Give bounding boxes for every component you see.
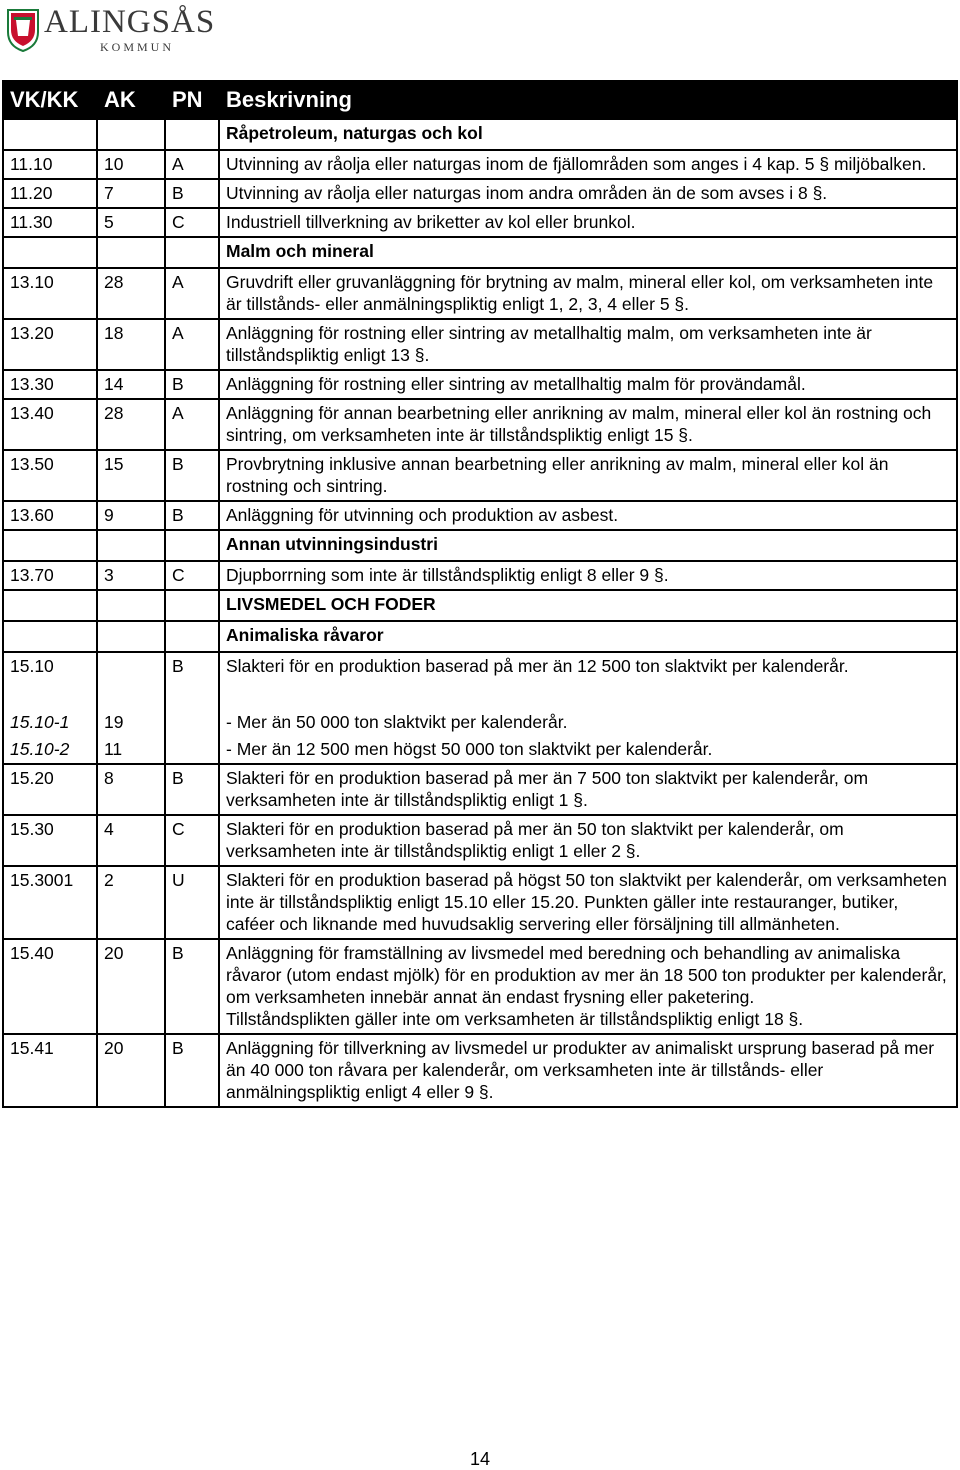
section-heading: Malm och mineral: [219, 237, 957, 268]
pn-value: B: [165, 179, 219, 208]
empty-cell: [3, 621, 97, 652]
description-text: Anläggning för rostning eller sintring av metallhaltig malm, om verksamheten inte är tillståndspliktig enligt 13 §.: [226, 323, 872, 365]
activity-code: 13.60: [3, 501, 97, 530]
empty-cell: [165, 237, 219, 268]
description-text: Anläggning för framställning av livsmedel med beredning och behandling av animaliska råvaror (utom endast mjölk) för en produktion av mer än 18 500 ton produkter per kalenderår, om verksamheten innebär annat än endast frysning eller paketering.: [226, 943, 947, 1007]
pn-value: A: [165, 150, 219, 179]
table-row: [3, 370, 957, 399]
activity-code: 15.40: [3, 939, 97, 1034]
description-text: Provbrytning inklusive annan bearbetning eller anrikning av malm, mineral eller kol än rostning och sintring.: [226, 454, 889, 496]
description-text: Industriell tillverkning av briketter av kol eller brunkol.: [226, 212, 636, 232]
pn-value: B: [165, 652, 219, 689]
section-heading: Annan utvinningsindustri: [219, 530, 957, 561]
description: [219, 179, 957, 208]
section-row: [3, 590, 957, 621]
ak-value: [97, 652, 165, 689]
empty-cell: [165, 530, 219, 561]
empty-cell: [97, 621, 165, 652]
empty-cell: [3, 237, 97, 268]
logo-subtitle: KOMMUN: [100, 40, 175, 54]
description: [219, 815, 957, 866]
ak-value: 20: [97, 1034, 165, 1107]
activity-code: 15.20: [3, 764, 97, 815]
table-row: [3, 939, 957, 1034]
activity-code: 15.30: [3, 815, 97, 866]
activity-code: 15.3001: [3, 866, 97, 939]
activity-code: 13.10: [3, 268, 97, 319]
table-row: [3, 1034, 957, 1107]
ak-value: 10: [97, 150, 165, 179]
ak-value: 18: [97, 319, 165, 370]
activity-code: 15.10-2: [3, 736, 97, 764]
table-row: [3, 399, 957, 450]
pn-value: B: [165, 764, 219, 815]
description: [219, 501, 957, 530]
description: [219, 736, 957, 764]
description: [219, 866, 957, 939]
description: [219, 939, 957, 1034]
section-heading: Råpetroleum, naturgas och kol: [219, 119, 957, 150]
pn-value: B: [165, 939, 219, 1034]
empty-cell: [165, 621, 219, 652]
table-row: [3, 179, 957, 208]
description-text: Slakteri för en produktion baserad på mer än 12 500 ton slaktvikt per kalenderår.: [226, 656, 849, 676]
ak-value: 3: [97, 561, 165, 590]
description-text: Gruvdrift eller gruvanläggning för brytning av malm, mineral eller kol, om verksamheten inte är tillstånds- eller anmälningspliktig enligt 1, 2, 3, 4 eller 5 §.: [226, 272, 934, 314]
description-text: Slakteri för en produktion baserad på mer än 50 ton slaktvikt per kalenderår, om verksamheten inte är tillståndspliktig enligt 1 eller 2 §.: [226, 819, 844, 861]
description-note: Tillståndsplikten gäller inte om verksamheten är tillståndspliktig enligt 18 §.: [226, 1009, 804, 1029]
description: [219, 450, 957, 501]
section-row: [3, 621, 957, 652]
coat-of-arms-icon: [6, 8, 40, 52]
empty-cell: [3, 590, 97, 621]
empty-cell: [165, 590, 219, 621]
description-text: Slakteri för en produktion baserad på mer än 7 500 ton slaktvikt per kalenderår, om verksamheten inte är tillståndspliktig enligt 1 §.: [226, 768, 869, 810]
activity-table: [2, 80, 958, 1108]
ak-value: 28: [97, 399, 165, 450]
ak-value: 5: [97, 208, 165, 237]
activity-code: 11.30: [3, 208, 97, 237]
pn-value: C: [165, 815, 219, 866]
pn-value: B: [165, 370, 219, 399]
empty-cell: [97, 530, 165, 561]
description-text: Slakteri för en produktion baserad på högst 50 ton slaktvikt per kalenderår, om verksamheten inte är tillståndspliktig enligt 15.10 eller 15.20. Punkten gäller inte restauranger, butiker, caféer och liknande med huvudsaklig servering eller försäljning till allmänheten.: [226, 870, 947, 934]
pn-value: A: [165, 268, 219, 319]
description: [219, 399, 957, 450]
table-header-row: [3, 81, 957, 119]
column-header-beskrivning: Beskrivning: [219, 81, 957, 119]
description-text: Anläggning för tillverkning av livsmedel ur produkter av animaliskt ursprung baserad på mer än 40 000 ton råvara per kalenderår, om verksamheten inte är tillstånds- eller anmälningspliktig enligt 4 eller 9 §.: [226, 1038, 935, 1102]
description-text: Utvinning av råolja eller naturgas inom andra områden än de som avses i 8 §.: [226, 183, 828, 203]
ak-value: 28: [97, 268, 165, 319]
logo-name: ALINGSÅS: [44, 4, 216, 40]
table-row: [3, 652, 957, 689]
description: [219, 150, 957, 179]
ak-value: 14: [97, 370, 165, 399]
empty-cell: [97, 237, 165, 268]
pn-value: B: [165, 450, 219, 501]
activity-code: 11.20: [3, 179, 97, 208]
activity-code: 13.20: [3, 319, 97, 370]
description: [219, 652, 957, 689]
description: [219, 764, 957, 815]
description: [219, 208, 957, 237]
ak-value: 20: [97, 939, 165, 1034]
empty-cell: [165, 119, 219, 150]
description: [219, 370, 957, 399]
pn-value: [165, 689, 219, 736]
empty-cell: [3, 530, 97, 561]
empty-cell: [97, 119, 165, 150]
description-text: - Mer än 12 500 men högst 50 000 ton slaktvikt per kalenderår.: [226, 739, 713, 759]
empty-cell: [97, 590, 165, 621]
ak-value: 15: [97, 450, 165, 501]
page-number: 14: [469, 1449, 491, 1469]
table-row: [3, 450, 957, 501]
table-row: [3, 815, 957, 866]
pn-value: B: [165, 1034, 219, 1107]
ak-value: 4: [97, 815, 165, 866]
pn-value: [165, 736, 219, 764]
table-row: [3, 561, 957, 590]
pn-value: U: [165, 866, 219, 939]
column-header-pn: PN: [165, 81, 219, 119]
ak-value: 8: [97, 764, 165, 815]
ak-value: 11: [97, 736, 165, 764]
description: [219, 268, 957, 319]
activity-code: 13.40: [3, 399, 97, 450]
section-row: [3, 530, 957, 561]
activity-code: 15.10-1: [3, 689, 97, 736]
description-text: Anläggning för rostning eller sintring av metallhaltig malm för provändamål.: [226, 374, 806, 394]
description-text: Anläggning för utvinning och produktion av asbest.: [226, 505, 619, 525]
ak-value: 9: [97, 501, 165, 530]
empty-cell: [3, 119, 97, 150]
column-header-ak: AK: [97, 81, 165, 119]
description: [219, 1034, 957, 1107]
table-row: [3, 501, 957, 530]
activity-code: 13.30: [3, 370, 97, 399]
pn-value: C: [165, 208, 219, 237]
ak-value: 19: [97, 689, 165, 736]
section-row: [3, 237, 957, 268]
table-row: [3, 150, 957, 179]
activity-code: 11.10: [3, 150, 97, 179]
description: [219, 319, 957, 370]
description-text: Anläggning för annan bearbetning eller anrikning av malm, mineral eller kol än rostning och sintring, om verksamheten inte är tillståndspliktig enligt 15 §.: [226, 403, 932, 445]
table-row: [3, 736, 957, 764]
table-row: [3, 268, 957, 319]
table-row: [3, 764, 957, 815]
section-row: [3, 119, 957, 150]
activity-code: 15.41: [3, 1034, 97, 1107]
table-body: [3, 119, 957, 1107]
pn-value: C: [165, 561, 219, 590]
description-text: Utvinning av råolja eller naturgas inom de fjällområden som anges i 4 kap. 5 § miljöbalken.: [226, 154, 927, 174]
alingsas-logo: [6, 6, 236, 54]
pn-value: B: [165, 501, 219, 530]
section-heading: Animaliska råvaror: [219, 621, 957, 652]
pn-value: A: [165, 399, 219, 450]
table-row: [3, 689, 957, 736]
ak-value: 7: [97, 179, 165, 208]
pn-value: A: [165, 319, 219, 370]
description-text: - Mer än 50 000 ton slaktvikt per kalenderår.: [226, 712, 568, 732]
activity-code: 15.10: [3, 652, 97, 689]
table-row: [3, 208, 957, 237]
section-heading: LIVSMEDEL OCH FODER: [219, 590, 957, 621]
table-row: [3, 866, 957, 939]
description-text: Djupborrning som inte är tillståndspliktig enligt 8 eller 9 §.: [226, 565, 669, 585]
activity-code: 13.70: [3, 561, 97, 590]
activity-code: 13.50: [3, 450, 97, 501]
ak-value: 2: [97, 866, 165, 939]
description: [219, 561, 957, 590]
column-header-vkkk: VK/KK: [3, 81, 97, 119]
table-row: [3, 319, 957, 370]
description: [219, 689, 957, 736]
